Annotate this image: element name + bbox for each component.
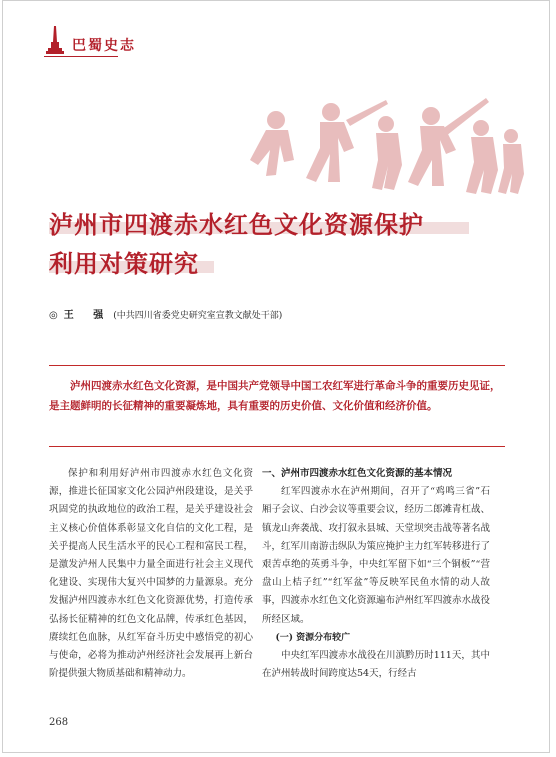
subsection-heading: (一) 资源分布较广	[275, 632, 351, 643]
author-name: 王 强	[63, 310, 112, 321]
section-heading: 一、泸州市四渡赤水红色文化资源的基本情况	[262, 468, 453, 479]
abstract-top-rule	[49, 365, 505, 366]
section-paragraph: 红军四渡赤水在泸州期间，召开了“鸡鸣三省”石厢子会议、白沙会议等重要会议，经历二郎滩青杠战、镇龙山奔袭战、攻打叙永县城、天堂坝突击战等著名战斗，红军川南游击纵队为策应掩护主力红军转移进行了艰苦卓绝的英勇斗争，中央红军留下如“三个铜板”“营盘山上桔子红”“红军盆”等反映军民鱼水情的动人故事，四渡赤水红色文化资源遍布泸州红军四渡赤水战役所经区域。	[262, 486, 491, 625]
article-title-line-1: 泸州市四渡赤水红色文化资源保护	[49, 210, 424, 239]
red-army-figures-illustration	[236, 90, 526, 206]
subsection-paragraph: 中央红军四渡赤水战役在川滇黔历时111天，其中在泸州转战时间跨度达54天，行经古	[262, 650, 490, 680]
page-number: 268	[49, 717, 69, 728]
article-title-line-2: 利用对策研究	[49, 249, 199, 278]
right-column	[262, 465, 490, 683]
column-title: 巴蜀史志	[72, 38, 136, 54]
author-mark: ◎	[49, 310, 58, 321]
author-line	[49, 306, 282, 321]
left-column-text: 保护和利用好泸州市四渡赤水红色文化资源，推进长征国家文化公园泸州段建设，是关乎巩固党的执政地位的政治工程，是关乎建设社会主义核心价值体系彰显文化自信的文化工程，是关乎提高人民生活水平的民心工程和富民工程，是激发泸州人民集中力量全面进行社会主义现代化建设、实现伟大复兴中国梦的力量源泉。充分发掘泸州四渡赤水红色文化资源优势，打造传承弘扬长征精神的红色文化品牌，传承红色基因，赓续红色血脉，从红军奋斗历史中感悟党的初心与使命，必将为推动泸州经济社会发展再上新台阶提供强大物质基础和精神动力。	[49, 468, 253, 680]
monument-icon	[45, 26, 65, 56]
abstract-bottom-rule	[49, 446, 505, 447]
author-affiliation: (中共四川省委党史研究室宣教文献处干部)	[113, 311, 283, 321]
abstract: 泸州四渡赤水红色文化资源，是中国共产党领导中国工农红军进行革命斗争的重要历史见证，是主题鲜明的长征精神的重要凝炼地，具有重要的历史价值、文化价值和经济价值。	[49, 380, 501, 412]
header-rule	[44, 56, 118, 57]
